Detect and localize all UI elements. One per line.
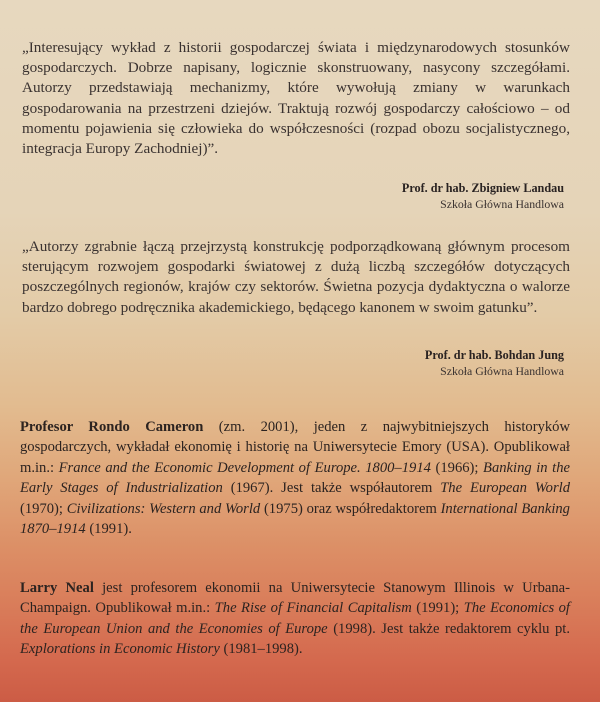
quote-text: „Autorzy zgrabnie łączą przejrzystą konstrukcję podporządkowaną głównym procesom sterującym rozwojem gospodarki światowej z dużą liczbą szczegółów dotyczących poszczególnych regionów, krajów czy sektorów. Świetna pozycja dydaktyczna o walorze bardzo dobrego podręcznika akademickiego, będącego kanonem w swoim gatunku”. (22, 238, 570, 316)
reviewer-name: Prof. dr hab. Zbigniew Landau (401, 181, 564, 195)
book-title: Banking in the Early Stages of Industrialization (20, 459, 570, 497)
book-title: The Economics of the European Union and the Economies of Europe (20, 600, 570, 637)
bio-text-segment: (1975) oraz współredaktorem (260, 500, 441, 517)
bio-text-segment: (1967). Jest także współautorem (222, 480, 441, 497)
reviewer-affiliation: Szkoła Główna Handlowa (440, 364, 564, 378)
review-quote-landau (22, 38, 570, 159)
bio-text-segment: (1991); (411, 600, 464, 617)
quote-text: „Interesujący wykład z historii gospodarczej świata i międzynarodowych stosunków gospodarczych. Dobrze napisany, logicznie skonstruowany, nasycony szczegółami. Autorzy przedstawiają mechanizmy, które wywołują zmiany w warunkach gospodarowania na przestrzeni dziejów. Traktują rozwój gospodarczy całościowo – od momentu pojawienia się człowieka do współczesności (rozpad obozu socjalistycznego, integracja Europy Zachodniej)”. (22, 39, 570, 158)
reviewer-name: Prof. dr hab. Bohdan Jung (424, 348, 564, 362)
review-quote-jung (22, 237, 570, 318)
author-name: Larry Neal (20, 580, 94, 596)
bio-text-segment: (1998). Jest także redaktorem cyklu pt. (327, 620, 571, 637)
bio-text-segment: (zm. 2001), jeden z najwybitniejszych historyków gospodarczych, wykładał ekonomię i historię na Uniwersytecie Emory (USA). Opublikował m.in.: (20, 419, 571, 476)
bio-text-segment: (1966); (430, 459, 484, 476)
bio-text-segment: (1970); (20, 500, 67, 517)
bio-text-segment: (1981–1998). (219, 641, 303, 658)
book-title: Civilizations: Western and World (66, 500, 261, 517)
book-title: The European World (440, 480, 571, 497)
book-title: France and the Economic Development of Europe. 1800–1914 (58, 459, 431, 476)
author-name: Profesor Rondo Cameron (20, 419, 204, 435)
book-title: International Banking 1870–1914 (20, 500, 570, 538)
book-title: Explorations in Economic History (20, 641, 220, 658)
reviewer-affiliation: Szkoła Główna Handlowa (440, 197, 564, 211)
bio-text (20, 417, 570, 539)
bio-text-segment: (1991). (85, 521, 132, 538)
bio-text (20, 578, 570, 660)
quote-attribution-landau (402, 180, 564, 212)
author-bio-cameron (20, 417, 570, 539)
book-title: The Rise of Financial Capitalism (214, 600, 412, 617)
bio-text-segment: jest profesorem ekonomii na Uniwersytecie Stanowym Illinois w Urbana-Champaign. Opublikował m.in.: (20, 580, 570, 617)
quote-attribution-jung (425, 347, 564, 379)
author-bio-neal (20, 578, 570, 660)
